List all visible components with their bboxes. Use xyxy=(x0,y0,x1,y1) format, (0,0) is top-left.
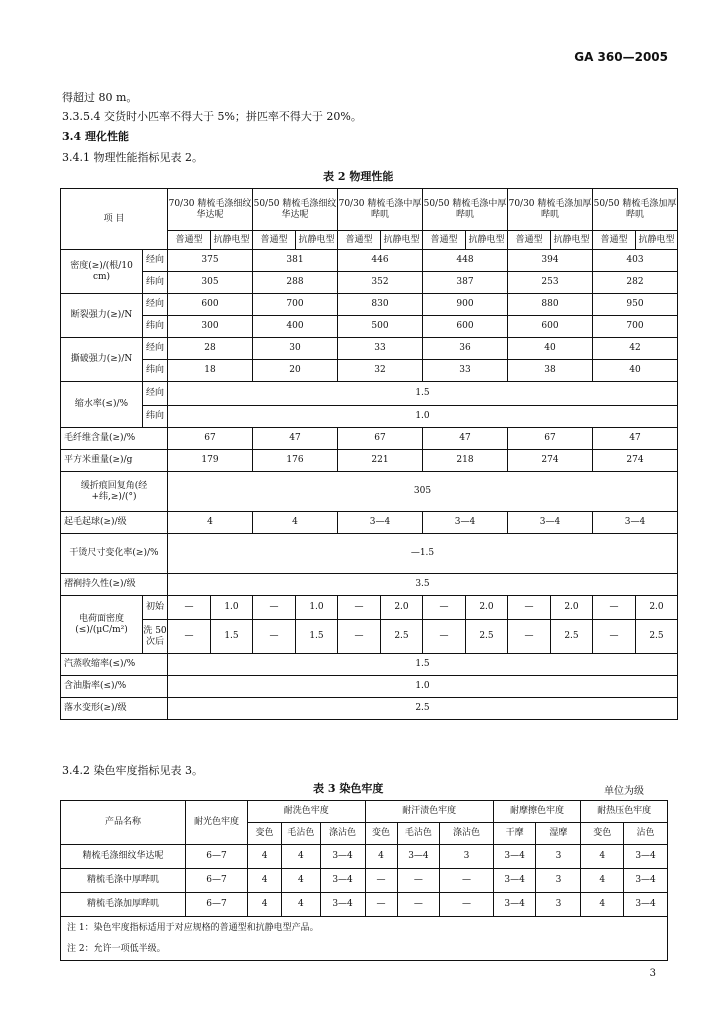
page-number: 3 xyxy=(649,968,656,979)
subheader-dry-rub: 干摩 xyxy=(493,823,536,845)
tear-weft-value: 32 xyxy=(338,360,423,382)
breaking-strength-label: 断裂强力(≥)/N xyxy=(61,294,143,338)
break-warp-value: 900 xyxy=(423,294,508,316)
table3-color-fastness xyxy=(60,800,668,961)
dash-cell: — xyxy=(508,596,551,620)
table3-note-1: 注 1：染色牢度指标适用于对应规格的普通型和抗静电型产品。 xyxy=(61,917,668,939)
pleat-durability-value: 3.5 xyxy=(168,574,678,596)
density-warp-value: 375 xyxy=(168,250,253,272)
pilling-value: 3—4 xyxy=(508,512,593,534)
fastness-value: 6—7 xyxy=(186,869,248,893)
break-weft-value: 600 xyxy=(508,316,593,338)
fastness-value: 3—4 xyxy=(624,869,668,893)
weight-value: 179 xyxy=(168,450,253,472)
break-weft-value: 300 xyxy=(168,316,253,338)
density-weft-value: 387 xyxy=(423,272,508,294)
dash-cell: — xyxy=(168,596,211,620)
pilling-value: 3—4 xyxy=(338,512,423,534)
fastness-value: 4 xyxy=(282,845,320,869)
fastness-value: 4 xyxy=(581,845,624,869)
density-weft-value: 288 xyxy=(253,272,338,294)
wool-value: 67 xyxy=(508,428,593,450)
density-warp-value: 448 xyxy=(423,250,508,272)
product-name: 精梳毛涤加厚哔叽 xyxy=(61,893,186,917)
rub-fastness-header: 耐摩擦色牢度 xyxy=(493,801,581,823)
steam-shrinkage-label: 汽蒸收缩率(≤)/% xyxy=(61,654,168,676)
dash-cell: — xyxy=(423,620,466,654)
weight-value: 218 xyxy=(423,450,508,472)
weft-label: 纬向 xyxy=(143,272,168,294)
oil-content-label: 含油脂率(≤)/% xyxy=(61,676,168,698)
dash-cell: — xyxy=(168,620,211,654)
charge-washed-value: 2.5 xyxy=(381,620,423,654)
type-antistatic: 抗静电型 xyxy=(381,231,423,250)
fastness-value: 4 xyxy=(581,869,624,893)
pilling-value: 4 xyxy=(253,512,338,534)
paragraph-continuation: 得超过 80 m。 xyxy=(62,91,138,104)
fastness-value: 6—7 xyxy=(186,845,248,869)
pilling-value: 3—4 xyxy=(593,512,678,534)
fastness-value: 3—4 xyxy=(493,869,536,893)
weight-value: 274 xyxy=(508,450,593,472)
tear-warp-value: 40 xyxy=(508,338,593,360)
density-weft-value: 352 xyxy=(338,272,423,294)
type-antistatic: 抗静电型 xyxy=(551,231,593,250)
fastness-value: 3 xyxy=(440,845,493,869)
water-drop-deformation-value: 2.5 xyxy=(168,698,678,720)
table3-caption: 表 3 染色牢度 xyxy=(313,782,384,795)
table3-note-2: 注 2：允许一项低半级。 xyxy=(61,939,668,961)
type-normal: 普通型 xyxy=(253,231,296,250)
tear-warp-value: 30 xyxy=(253,338,338,360)
fastness-value: 4 xyxy=(247,893,281,917)
tear-warp-value: 36 xyxy=(423,338,508,360)
wool-value: 47 xyxy=(423,428,508,450)
dry-heat-label: 干烫尺寸变化率(≥)/% xyxy=(61,534,168,574)
fastness-value: 3 xyxy=(536,869,581,893)
fabric-header: 50/50 精梳毛涤加厚哔叽 xyxy=(593,189,678,231)
fastness-value: 3 xyxy=(536,893,581,917)
charge-washed-value: 2.5 xyxy=(466,620,508,654)
dash-cell: — xyxy=(253,596,296,620)
light-fastness-header: 耐光色牢度 xyxy=(186,801,248,845)
wool-value: 47 xyxy=(593,428,678,450)
product-name: 精梳毛涤中厚哔叽 xyxy=(61,869,186,893)
dash-cell: — xyxy=(508,620,551,654)
density-warp-value: 381 xyxy=(253,250,338,272)
pilling-value: 4 xyxy=(168,512,253,534)
tear-warp-value: 42 xyxy=(593,338,678,360)
charge-initial-value: 1.0 xyxy=(211,596,253,620)
charge-washed-value: 2.5 xyxy=(636,620,678,654)
break-warp-value: 880 xyxy=(508,294,593,316)
fabric-header: 70/30 精梳毛涤中厚哔叽 xyxy=(338,189,423,231)
break-weft-value: 400 xyxy=(253,316,338,338)
fastness-value: 3—4 xyxy=(624,845,668,869)
tear-warp-value: 33 xyxy=(338,338,423,360)
tear-weft-value: 33 xyxy=(423,360,508,382)
fastness-value: 4 xyxy=(581,893,624,917)
tear-weft-value: 40 xyxy=(593,360,678,382)
dash-cell: — xyxy=(253,620,296,654)
fastness-value: — xyxy=(397,869,440,893)
fabric-header: 50/50 精梳毛涤细纹华达呢 xyxy=(253,189,338,231)
subheader-polyester-stain: 涤沾色 xyxy=(440,823,493,845)
type-normal: 普通型 xyxy=(593,231,636,250)
fastness-value: 3—4 xyxy=(624,893,668,917)
oil-content-value: 1.0 xyxy=(168,676,678,698)
fastness-value: — xyxy=(440,893,493,917)
fastness-value: 4 xyxy=(282,869,320,893)
density-warp-value: 403 xyxy=(593,250,678,272)
section-3-4-heading: 3.4 理化性能 xyxy=(62,130,129,143)
fastness-value: 6—7 xyxy=(186,893,248,917)
charge-washed-value: 1.5 xyxy=(296,620,338,654)
sweat-fastness-header: 耐汗渍色牢度 xyxy=(365,801,493,823)
tear-weft-value: 20 xyxy=(253,360,338,382)
dash-cell: — xyxy=(423,596,466,620)
fastness-value: — xyxy=(365,893,397,917)
warp-label: 经向 xyxy=(143,294,168,316)
fastness-value: 3—4 xyxy=(493,893,536,917)
tear-weft-value: 18 xyxy=(168,360,253,382)
charge-washed-label: 洗 50 次后 xyxy=(143,620,168,654)
water-drop-deformation-label: 落水变形(≥)/级 xyxy=(61,698,168,720)
crease-recovery-value: 305 xyxy=(168,472,678,512)
subheader-wool-stain: 毛沾色 xyxy=(397,823,440,845)
paragraph-3-4-2: 3.4.2 染色牢度指标见表 3。 xyxy=(62,764,203,777)
fastness-value: — xyxy=(440,869,493,893)
table2-physical-properties xyxy=(60,188,678,720)
charge-initial-value: 2.0 xyxy=(381,596,423,620)
fastness-value: 3—4 xyxy=(493,845,536,869)
weight-value: 176 xyxy=(253,450,338,472)
density-warp-value: 394 xyxy=(508,250,593,272)
weight-label: 平方米重量(≥)/g xyxy=(61,450,168,472)
fastness-value: — xyxy=(365,869,397,893)
fabric-header: 70/30 精梳毛涤加厚哔叽 xyxy=(508,189,593,231)
pleat-durability-label: 褶裥持久性(≥)/级 xyxy=(61,574,168,596)
weft-label: 纬向 xyxy=(143,360,168,382)
subheader-polyester-stain: 涤沾色 xyxy=(320,823,365,845)
tear-strength-label: 撕破强力(≥)/N xyxy=(61,338,143,382)
subheader-wet-rub: 湿摩 xyxy=(536,823,581,845)
fabric-header: 70/30 精梳毛涤细纹华达呢 xyxy=(168,189,253,231)
break-weft-value: 600 xyxy=(423,316,508,338)
break-weft-value: 500 xyxy=(338,316,423,338)
type-normal: 普通型 xyxy=(423,231,466,250)
product-name-header: 产品名称 xyxy=(61,801,186,845)
weft-label: 纬向 xyxy=(143,316,168,338)
dash-cell: — xyxy=(338,620,381,654)
weight-value: 274 xyxy=(593,450,678,472)
wool-content-label: 毛纤维含量(≥)/% xyxy=(61,428,168,450)
fastness-value: — xyxy=(397,893,440,917)
warp-label: 经向 xyxy=(143,382,168,406)
wool-value: 67 xyxy=(168,428,253,450)
density-weft-value: 253 xyxy=(508,272,593,294)
table2-item-header: 项 目 xyxy=(61,189,168,250)
fastness-value: 4 xyxy=(365,845,397,869)
density-weft-value: 282 xyxy=(593,272,678,294)
tear-warp-value: 28 xyxy=(168,338,253,360)
subheader-color-change: 变色 xyxy=(365,823,397,845)
paragraph-3-4-1: 3.4.1 物理性能指标见表 2。 xyxy=(62,151,203,164)
product-name: 精梳毛涤细纹华达呢 xyxy=(61,845,186,869)
hot-press-fastness-header: 耐热压色牢度 xyxy=(581,801,668,823)
break-warp-value: 950 xyxy=(593,294,678,316)
wash-fastness-header: 耐洗色牢度 xyxy=(247,801,365,823)
subheader-color-change: 变色 xyxy=(581,823,624,845)
density-label: 密度(≥)/(根/10 cm) xyxy=(61,250,143,294)
density-weft-value: 305 xyxy=(168,272,253,294)
subheader-wool-stain: 毛沾色 xyxy=(282,823,320,845)
fastness-value: 3—4 xyxy=(320,869,365,893)
density-warp-value: 446 xyxy=(338,250,423,272)
wool-value: 47 xyxy=(253,428,338,450)
subheader-stain: 沾色 xyxy=(624,823,668,845)
break-warp-value: 830 xyxy=(338,294,423,316)
pilling-label: 起毛起球(≥)/级 xyxy=(61,512,168,534)
charge-initial-value: 1.0 xyxy=(296,596,338,620)
fastness-value: 4 xyxy=(247,869,281,893)
charge-initial-value: 2.0 xyxy=(466,596,508,620)
fastness-value: 4 xyxy=(247,845,281,869)
shrinkage-weft-value: 1.0 xyxy=(168,406,678,428)
fabric-header: 50/50 精梳毛涤中厚哔叽 xyxy=(423,189,508,231)
steam-shrinkage-value: 1.5 xyxy=(168,654,678,676)
charge-washed-value: 1.5 xyxy=(211,620,253,654)
fastness-value: 3 xyxy=(536,845,581,869)
charge-initial-value: 2.0 xyxy=(636,596,678,620)
fastness-value: 3—4 xyxy=(320,845,365,869)
fastness-value: 3—4 xyxy=(320,893,365,917)
warp-label: 经向 xyxy=(143,250,168,272)
shrinkage-warp-value: 1.5 xyxy=(168,382,678,406)
crease-recovery-label: 缓折痕回复角(经+纬,≥)/(°) xyxy=(61,472,168,512)
break-warp-value: 600 xyxy=(168,294,253,316)
table2-caption: 表 2 物理性能 xyxy=(323,170,394,183)
pilling-value: 3—4 xyxy=(423,512,508,534)
charge-initial-label: 初始 xyxy=(143,596,168,620)
charge-density-label: 电荷面密度(≤)/(μC/m²) xyxy=(61,596,143,654)
dash-cell: — xyxy=(338,596,381,620)
paragraph-3-3-5-4: 3.3.5.4 交货时小匹率不得大于 5%；拼匹率不得大于 20%。 xyxy=(62,110,362,123)
weft-label: 纬向 xyxy=(143,406,168,428)
break-warp-value: 700 xyxy=(253,294,338,316)
type-normal: 普通型 xyxy=(508,231,551,250)
table3-unit: 单位为级 xyxy=(604,786,644,797)
charge-washed-value: 2.5 xyxy=(551,620,593,654)
dry-heat-value: —1.5 xyxy=(168,534,678,574)
standard-code: GA 360—2005 xyxy=(574,50,668,64)
charge-initial-value: 2.0 xyxy=(551,596,593,620)
type-antistatic: 抗静电型 xyxy=(636,231,678,250)
weight-value: 221 xyxy=(338,450,423,472)
dash-cell: — xyxy=(593,596,636,620)
dash-cell: — xyxy=(593,620,636,654)
subheader-color-change: 变色 xyxy=(247,823,281,845)
type-normal: 普通型 xyxy=(168,231,211,250)
type-antistatic: 抗静电型 xyxy=(466,231,508,250)
tear-weft-value: 38 xyxy=(508,360,593,382)
type-normal: 普通型 xyxy=(338,231,381,250)
fastness-value: 3—4 xyxy=(397,845,440,869)
wool-value: 67 xyxy=(338,428,423,450)
type-antistatic: 抗静电型 xyxy=(211,231,253,250)
type-antistatic: 抗静电型 xyxy=(296,231,338,250)
break-weft-value: 700 xyxy=(593,316,678,338)
fastness-value: 4 xyxy=(282,893,320,917)
shrinkage-label: 缩水率(≤)/% xyxy=(61,382,143,428)
warp-label: 经向 xyxy=(143,338,168,360)
